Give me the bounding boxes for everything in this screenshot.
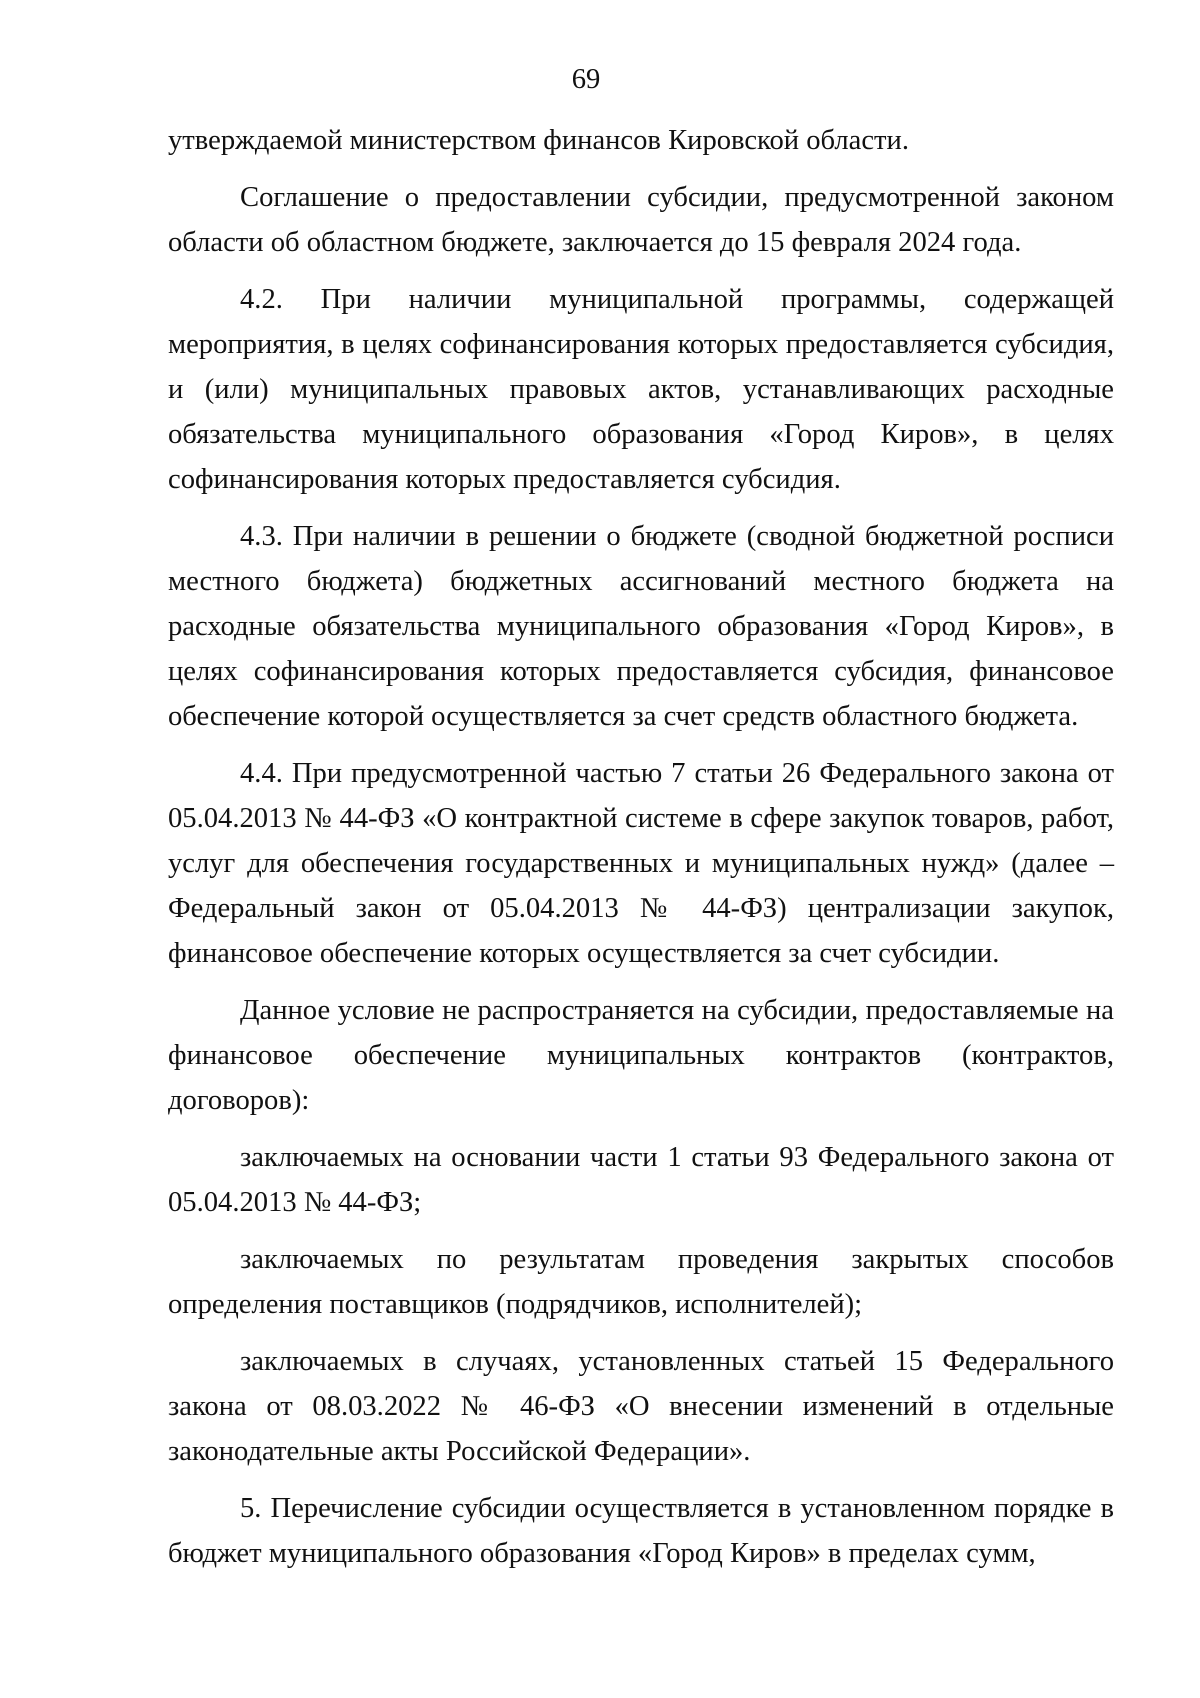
- paragraph-exception-intro: Данное условие не распространяется на субсидии, предоставляемые на финансовое обеспечение муниципальных контрактов (контрактов, договоров):: [168, 995, 1114, 1116]
- paragraph-5: 5. Перечисление субсидии осуществляется в установленном порядке в бюджет муниципального образования «Город Киров» в пределах сумм,: [168, 1493, 1114, 1569]
- paragraph-4-4: 4.4. При предусмотренной частью 7 статьи 26 Федерального закона от 05.04.2013 № 44-ФЗ «О контрактной системе в сфере закупок товаров, работ, услуг для обеспечения государственных и муниципальных нужд» (далее – Федеральный закон от 05.04.2013 № 44-ФЗ) централизации закупок, финансовое обеспечение которых осуществляется за счет субсидии.: [168, 758, 1114, 969]
- paragraph-4-2: 4.2. При наличии муниципальной программы, содержащей мероприятия, в целях софинансирования которых предоставляется субсидия, и (или) муниципальных правовых актов, устанавливающих расходные обязательства муниципального образования «Город Киров», в целях софинансирования которых предоставляется субсидия.: [168, 284, 1114, 495]
- paragraph-4-3: 4.3. При наличии в решении о бюджете (сводной бюджетной росписи местного бюджета) бюджетных ассигнований местного бюджета на расходные обязательства муниципального образования «Город Киров», в целях софинансирования которых предоставляется субсидия, финансовое обеспечение которой осуществляется за счет средств областного бюджета.: [168, 521, 1114, 732]
- page-number: 69: [571, 64, 601, 95]
- paragraph-exception-article-15: заключаемых в случаях, установленных статьей 15 Федерального закона от 08.03.2022 № 46-ФЗ «О внесении изменений в отдельные законодательные акты Российской Федерации».: [168, 1346, 1114, 1467]
- document-body: [168, 118, 1114, 1588]
- paragraph-exception-closed-methods: заключаемых по результатам проведения закрытых способов определения поставщиков (подрядчиков, исполнителей);: [168, 1244, 1114, 1320]
- paragraph-exception-part-1-article-93: заключаемых на основании части 1 статьи 93 Федерального закона от 05.04.2013 № 44-ФЗ;: [168, 1142, 1114, 1218]
- paragraph-continuation: утверждаемой министерством финансов Кировской области.: [168, 125, 909, 156]
- paragraph-agreement-deadline: Соглашение о предоставлении субсидии, предусмотренной законом области об областном бюджете, заключается до 15 февраля 2024 года.: [168, 182, 1114, 258]
